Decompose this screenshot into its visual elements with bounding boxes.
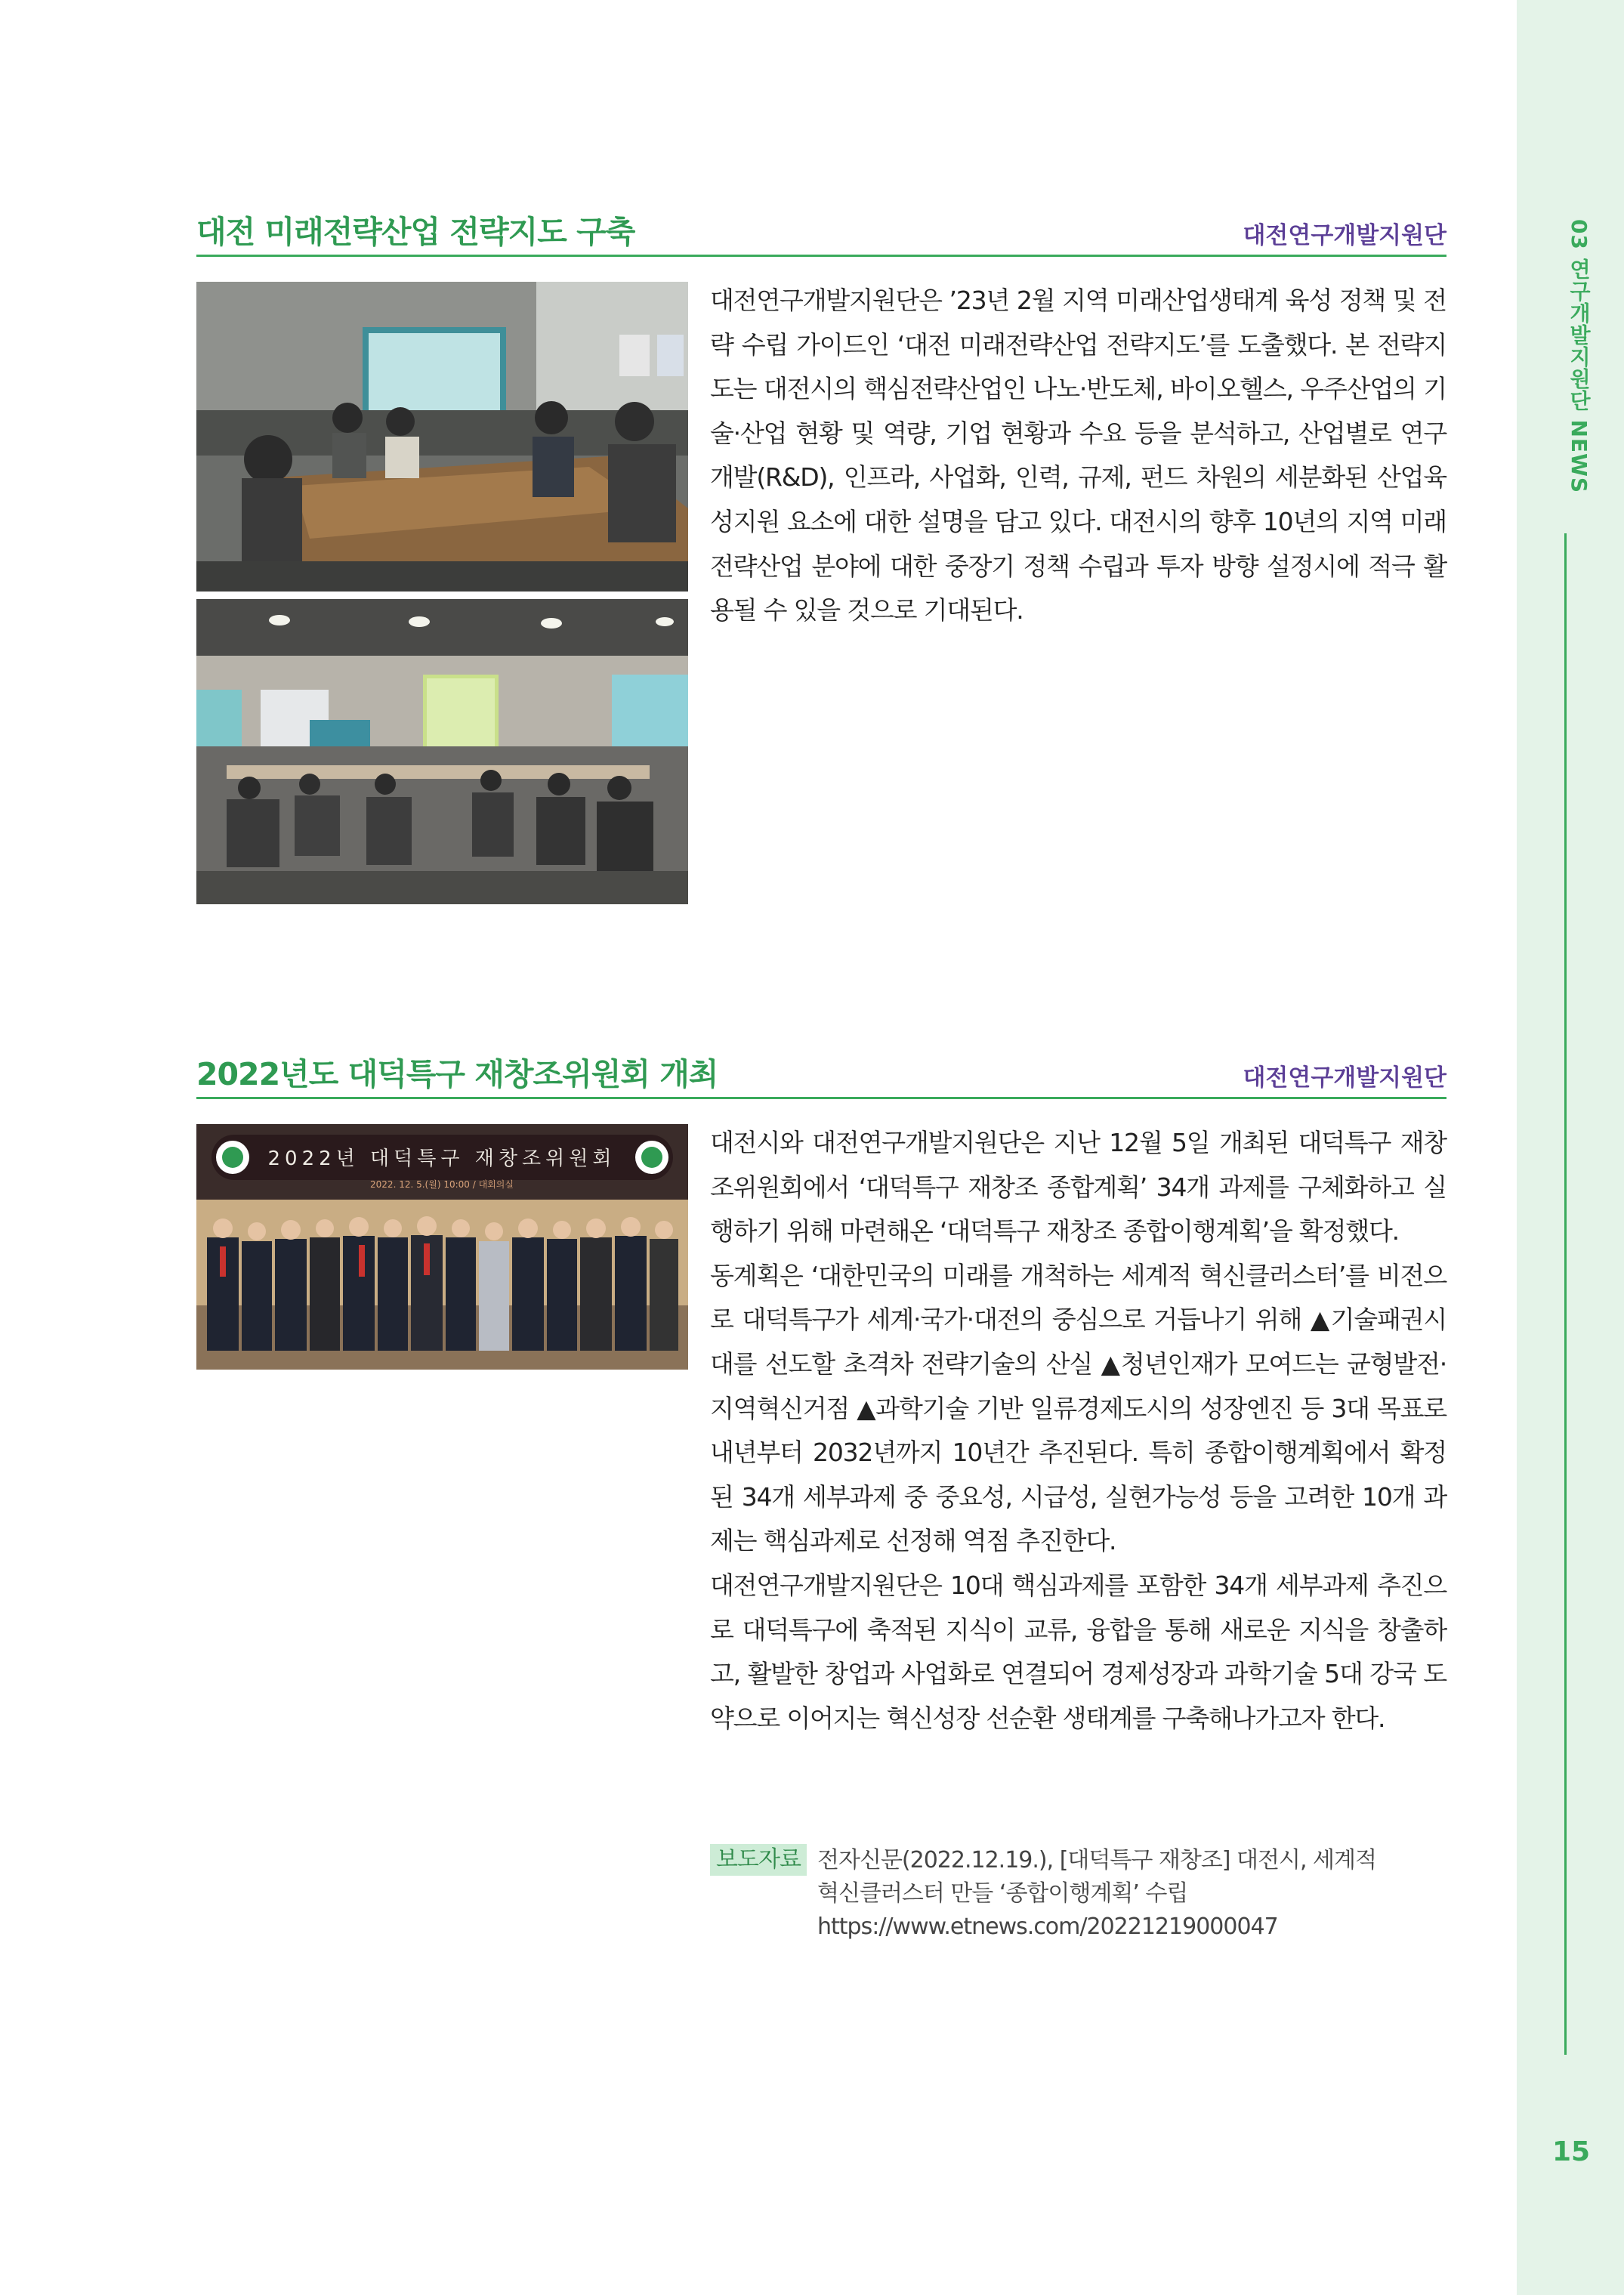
article-body <box>710 279 1446 633</box>
article-org: 대전연구개발지원단 <box>1243 1064 1446 1092</box>
press-line: 혁신클러스터 만들 ‘종합이행계획’ 수립 <box>817 1880 1188 1907</box>
article-title: 대전 미래전략산업 전략지도 구축 <box>196 214 635 250</box>
side-divider <box>1564 533 1567 2055</box>
meeting-photo-2 <box>196 599 688 904</box>
article-org: 대전연구개발지원단 <box>1243 222 1446 249</box>
press-line: 전자신문(2022.12.19.), [대덕특구 재창조] 대전시, 세계적 <box>817 1847 1376 1873</box>
body-paragraph: 대전연구개발지원단은 ’23년 2월 지역 미래산업생태계 육성 정책 및 전략 수립 가이드인 ‘대전 미래전략산업 전략지도’를 도출했다. 본 전략지도는 대전시의 핵심전략산업인 나노·반도체, 바이오헬스, 우주산업의 기술·산업 현황 및 역량, 기업 현황과 수요 등을 분석하고, 산업별로 연구개발(R&D), 인프라, 사업화, 인력, 규제, 펀드 차원의 세분화된 산업육성지원 요소에 대한 설명을 담고 있다. 대전시의 향후 10년의 지역 미래전략산업 분야에 대한 중장기 정책 수립과 투자 방향 설정시에 적극 활용될 수 있을 것으로 기대된다. <box>710 286 1446 625</box>
article-strategy-map <box>196 214 1446 625</box>
page-number: 15 <box>1551 2136 1591 2167</box>
meeting-photo-1 <box>196 282 688 592</box>
body-paragraph: 대전연구개발지원단은 10대 핵심과제를 포함한 34개 세부과제 추진으로 대덕특구에 축적된 지식이 교류, 융합을 통해 새로운 지식을 창출하고, 활발한 창업과 사업화로 연결되어 경제성장과 과학기술 5대 강국 도약으로 이어지는 혁신성장 선순환 생태계를 구축해나가고자 한다. <box>710 1570 1446 1733</box>
section-side-label: 03 연구개발지원단 NEWS <box>1567 219 1592 494</box>
banner-subtitle: 2022. 12. 5.(월) 10:00 / 대회의실 <box>370 1179 514 1190</box>
article-title: 2022년도 대덕특구 재창조위원회 개최 <box>196 1056 718 1092</box>
body-paragraph: 동계획은 ‘대한민국의 미래를 개척하는 세계적 혁신클러스터’를 비전으로 대덕특구가 세계·국가·대전의 중심으로 거듭나기 위해 ▲기술패권시대를 선도할 초격차 전략기술의 산실 ▲청년인재가 모여드는 균형발전·지역혁신거점 ▲과학기술 기반 일류경제도시의 성장엔진 등 3대 목표로 내년부터 2032년까지 10년간 추진된다. 특히 종합이행계획에서 확정된 34개 세부과제 중 중요성, 시급성, 실현가능성 등을 고려한 10개 과제는 핵심과제로 선정해 역점 추진한다. <box>710 1260 1446 1556</box>
article-body <box>710 1121 1446 1741</box>
article-daedeok-committee <box>196 1056 1446 1940</box>
press-tag: 보도자료 <box>710 1844 807 1876</box>
article-header <box>196 1058 1446 1099</box>
press-link[interactable]: https://www.etnews.com/20221219000047 <box>817 1914 1278 1940</box>
article-header <box>196 215 1446 257</box>
banner-title: 2022년 대덕특구 재창조위원회 <box>267 1148 616 1170</box>
body-paragraph: 대전시와 대전연구개발지원단은 지난 12월 5일 개최된 대덕특구 재창조위원회에서 ‘대덕특구 재창조 종합계획’ 34개 과제를 구체화하고 실행하기 위해 마련해온 ‘대덕특구 재창조 종합이행계획’을 확정했다. <box>710 1128 1446 1246</box>
group-photo <box>196 1124 688 1370</box>
